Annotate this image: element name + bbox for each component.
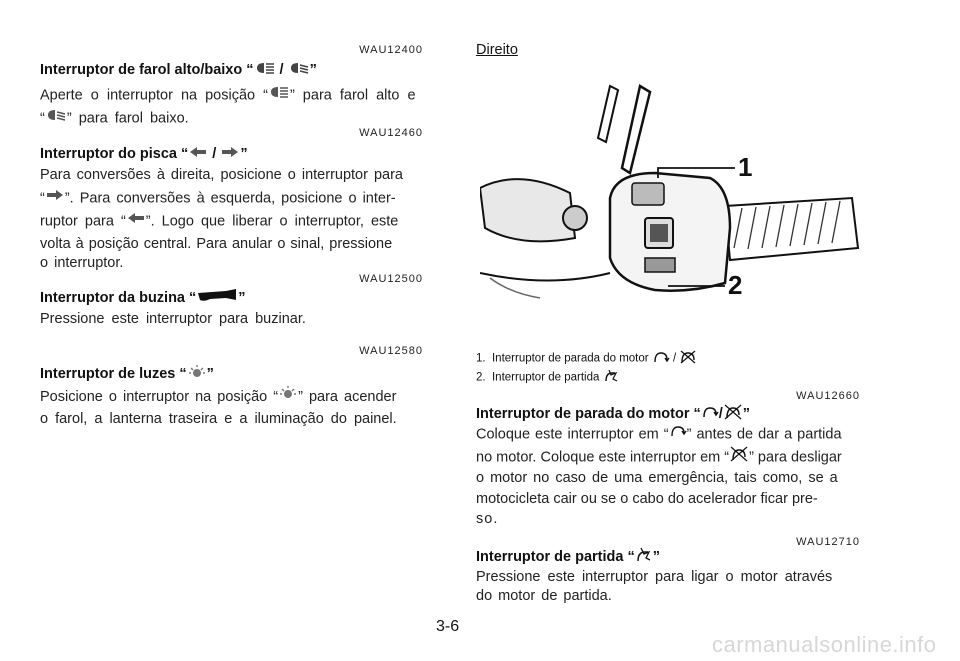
turn-left-icon [126,210,146,233]
section-code: WAU12710 [796,536,860,548]
engine-off-icon [679,350,697,367]
turn-right-icon [45,187,65,210]
section-code: WAU12460 [359,127,423,139]
start-icon [603,369,619,386]
high-beam-icon [254,61,276,79]
run-icon [669,424,687,445]
paragraph-line: o motor no caso de uma emergência, tais como, se a [476,470,838,486]
caption-2: 2. Interruptor de partida [476,369,619,386]
turn-right-icon [220,145,240,163]
handlebar-switch-illustration [480,78,860,308]
paragraph-line: Para conversões à direita, posicione o interruptor para [40,167,403,183]
callout-2: 2 [728,270,743,300]
callout-1: 1 [738,152,753,182]
horn-icon [196,288,238,308]
page-number: 3-6 [436,618,460,635]
light-switch-icon [187,364,207,384]
paragraph-line: motocicleta cair ou se o cabo do acelerador ficar pre- [476,491,818,507]
paragraph-line: ruptor para “ ”. Logo que liberar o interruptor, este [40,210,424,233]
start-icon [635,547,653,567]
section-code: WAU12580 [359,345,423,357]
section-heading-high-low-beam: Interruptor de farol alto/baixo “ / ” [40,61,317,78]
engine-off-icon [729,446,749,469]
section-code: WAU12660 [796,390,860,402]
paragraph-line: do motor de partida. [476,588,612,604]
low-beam-icon [45,107,67,130]
section-heading-horn: Interruptor da buzina “ ” [40,288,246,308]
section-heading-lights: Interruptor de luzes “ ” [40,364,214,384]
run-icon [701,405,719,423]
paragraph-line: “ ”. Para conversões à esquerda, posicione o inter- [40,187,424,210]
section-code: WAU12400 [359,44,423,56]
paragraph-line: Pressione este interruptor para ligar o motor através [476,569,833,585]
figure-title: Direito [476,42,518,58]
turn-left-icon [188,145,208,163]
paragraph-line: so. [476,511,499,527]
paragraph: “ ” para farol baixo. [40,107,189,130]
paragraph-line: Coloque este interruptor em “ ” antes de dar a partida [476,424,860,445]
engine-off-icon [723,404,743,424]
section-code: WAU12500 [359,273,423,285]
high-beam-icon [268,84,290,107]
paragraph-line: volta à posição central. Para anular o sinal, pressione [40,236,393,252]
low-beam-icon [288,61,310,79]
watermark: carmanualsonline.info [712,632,937,657]
section-heading-turn-signal: Interruptor do pisca “ / ” [40,145,248,162]
paragraph-line: o farol, a lanterna traseira e a iluminação do painel. [40,411,397,427]
run-icon [652,351,670,367]
paragraph: Aperte o interruptor na posição “ ” para farol alto e [40,84,424,107]
light-switch-icon [278,385,298,409]
section-heading-engine-stop: Interruptor de parada do motor “ / ” [476,404,750,424]
caption-1: 1. Interruptor de parada do motor / [476,350,697,367]
paragraph-line: Posicione o interruptor na posição “ ” para acender [40,385,424,409]
paragraph-line: Pressione este interruptor para buzinar. [40,311,306,327]
section-heading-start: Interruptor de partida “ ” [476,547,660,567]
paragraph-line: no motor. Coloque este interruptor em “ ” para desligar [476,446,860,469]
paragraph-line: o interruptor. [40,255,124,271]
